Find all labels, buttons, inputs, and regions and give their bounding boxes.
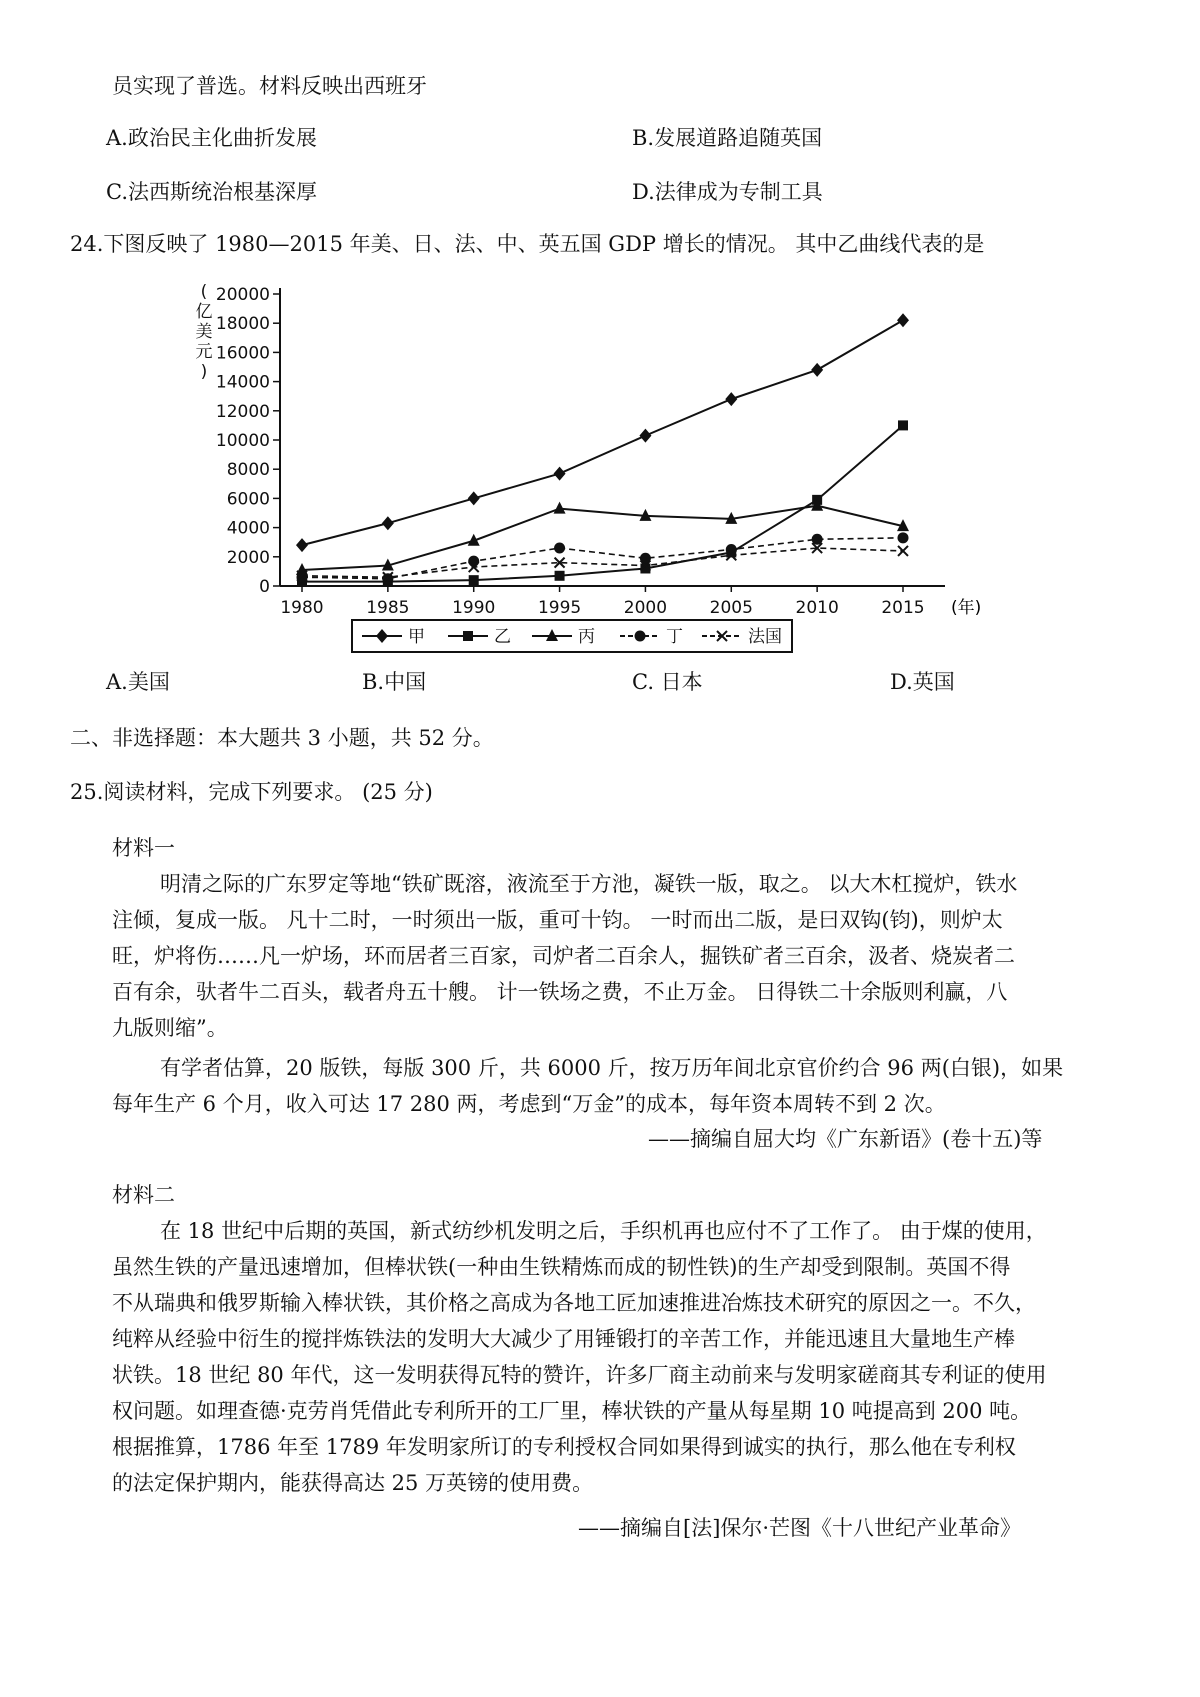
y-label-char: ( bbox=[200, 282, 208, 302]
y-tick-label: 20000 bbox=[215, 285, 270, 305]
legend-label: 丁 bbox=[666, 627, 683, 647]
q23-option-a[interactable]: A.政治民主化曲折发展 bbox=[106, 126, 317, 150]
m2-line: 根据推算，1786 年至 1789 年发明家所订的专利授权合同如果得到诚实的执行，那么他在专利权 bbox=[112, 1435, 1016, 1459]
section2-heading: 二、非选择题：本大题共 3 小题，共 52 分。 bbox=[70, 726, 494, 750]
data-point bbox=[468, 491, 480, 505]
data-point bbox=[382, 573, 393, 584]
data-point bbox=[898, 420, 908, 430]
x-tick-label: 2015 bbox=[881, 598, 925, 618]
chart-legend bbox=[352, 620, 792, 652]
data-point bbox=[898, 532, 909, 543]
legend-label: 法国 bbox=[748, 627, 782, 647]
m1p2-line: 有学者估算，20 版铁，每版 300 斤，共 6000 斤，按万历年间北京官价约合 96 两(白银)，如果 bbox=[160, 1056, 1064, 1080]
y-tick-label: 6000 bbox=[226, 489, 270, 510]
y-label-char: 亿 bbox=[195, 302, 213, 322]
x-axis-label: (年) bbox=[951, 598, 982, 618]
data-point bbox=[554, 502, 566, 514]
y-axis-ticks bbox=[216, 285, 280, 597]
material1-title: 材料一 bbox=[112, 836, 175, 860]
y-label-char: 元 bbox=[195, 342, 213, 362]
q23-option-c[interactable]: C.法西斯统治根基深厚 bbox=[106, 180, 317, 204]
m1p1-line: 九版则缩”。 bbox=[112, 1016, 228, 1040]
data-point bbox=[382, 516, 394, 530]
m2-line: 的法定保护期内，能获得高达 25 万英镑的使用费。 bbox=[112, 1471, 594, 1495]
legend-label: 甲 bbox=[408, 627, 425, 647]
y-tick-label: 4000 bbox=[226, 518, 270, 539]
data-point bbox=[296, 538, 308, 552]
m1p1-line: 百有余，驮者牛二百头，载者舟五十艘。 计一铁场之费，不止万金。 日得铁二十余版则利赢，八 bbox=[112, 980, 1008, 1004]
material1-paragraph1 bbox=[112, 866, 1152, 1046]
m2-line: 在 18 世纪中后期的英国，新式纺纱机发明之后，手织机再也应付不了工作了。 由于煤的使用， bbox=[160, 1219, 1047, 1243]
data-point bbox=[639, 429, 651, 443]
y-tick-label: 12000 bbox=[215, 401, 270, 422]
gdp-line-chart bbox=[180, 277, 1000, 657]
data-point bbox=[297, 572, 308, 583]
x-tick-label: 1980 bbox=[280, 598, 324, 618]
y-tick-label: 8000 bbox=[226, 460, 270, 481]
m1p1-line: 明清之际的广东罗定等地“铁矿既溶，液流至于方池，凝铁一版，取之。 以大木杠搅炉，铁水 bbox=[160, 872, 1018, 896]
q25-stem: 25.阅读材料，完成下列要求。 (25 分) bbox=[70, 780, 433, 804]
y-tick-label: 2000 bbox=[226, 547, 270, 568]
data-point bbox=[726, 544, 737, 555]
material1-paragraph2 bbox=[112, 1050, 1152, 1122]
y-axis-label bbox=[196, 282, 213, 382]
q24-option-a[interactable]: A.美国 bbox=[106, 670, 170, 694]
y-label-char: ) bbox=[200, 362, 208, 382]
material1-source: ——摘编自屈大均《广东新语》(卷十五)等 bbox=[648, 1127, 1043, 1151]
m2-line: 权问题。如理查德·克劳肖凭借此专利所开的工厂里，棒状铁的产量从每星期 10 吨提高到 200 吨。 bbox=[112, 1399, 1032, 1423]
x-tick-label: 2000 bbox=[623, 598, 668, 618]
m1p2-line: 每年生产 6 个月，收入可达 17 280 两，考虑到“万金”的成本，每年资本周转不到 2 次。 bbox=[112, 1092, 946, 1116]
m1p1-line: 注倾，复成一版。 凡十二时，一时须出一版，重可十钧。 一时而出二版，是曰双钩(钧)，则炉太 bbox=[112, 908, 1003, 932]
data-point bbox=[725, 392, 737, 406]
q24-option-d[interactable]: D.英国 bbox=[890, 670, 955, 694]
x-tick-label: 1990 bbox=[452, 598, 496, 618]
x-axis-ticks bbox=[280, 586, 924, 618]
material2-paragraph bbox=[112, 1213, 1152, 1501]
legend-marker bbox=[635, 631, 646, 642]
y-tick-label: 14000 bbox=[215, 372, 270, 393]
material2-title: 材料二 bbox=[112, 1183, 175, 1207]
m2-line: 状铁。18 世纪 80 年代，这一发明获得瓦特的赞许，许多厂商主动前来与发明家磋商其专利证的使用 bbox=[112, 1363, 1047, 1387]
q24-option-b[interactable]: B.中国 bbox=[362, 670, 427, 694]
legend-label: 乙 bbox=[494, 627, 511, 647]
q23-option-b[interactable]: B.发展道路追随英国 bbox=[632, 126, 823, 150]
data-point bbox=[554, 467, 566, 481]
x-tick-label: 2005 bbox=[709, 598, 753, 618]
m1p1-line: 旺，炉将伤……凡一炉场，环而居者三百家，司炉者二百余人，掘铁矿者三百余，汲者、烧炭者二 bbox=[112, 944, 1015, 968]
legend-label: 丙 bbox=[578, 627, 595, 647]
data-point bbox=[897, 313, 909, 327]
y-tick-label: 10000 bbox=[215, 431, 270, 451]
q23-stem-tail: 员实现了普选。材料反映出西班牙 bbox=[112, 74, 427, 98]
q23-option-d[interactable]: D.法律成为专制工具 bbox=[632, 180, 823, 204]
data-point bbox=[468, 556, 479, 567]
y-tick-label: 0 bbox=[259, 577, 270, 597]
x-tick-label: 1995 bbox=[537, 598, 582, 618]
y-tick-label: 18000 bbox=[215, 314, 270, 335]
m2-line: 不从瑞典和俄罗斯输入棒状铁，其价格之高成为各地工匠加速推进冶炼技术研究的原因之一。不久， bbox=[112, 1291, 1036, 1315]
q24-option-c[interactable]: C. 日本 bbox=[632, 670, 703, 694]
series-1 bbox=[296, 313, 909, 552]
data-point bbox=[898, 546, 908, 556]
legend-marker bbox=[463, 631, 473, 641]
chart-series bbox=[296, 313, 909, 586]
q24-stem: 24.下图反映了 1980—2015 年美、日、法、中、英五国 GDP 增长的情况。 其中乙曲线代表的是 bbox=[70, 232, 985, 256]
m2-line: 虽然生铁的产量迅速增加，但棒状铁(一种由生铁精炼而成的韧性铁)的生产却受到限制。英国不得 bbox=[112, 1255, 1011, 1279]
m2-line: 纯粹从经验中衍生的搅拌炼铁法的发明大大减少了用锤锻打的辛苦工作，并能迅速且大量地生产棒 bbox=[112, 1327, 1015, 1351]
y-label-char: 美 bbox=[195, 322, 213, 342]
data-point bbox=[555, 571, 565, 581]
x-tick-label: 1985 bbox=[366, 598, 410, 618]
data-point bbox=[469, 575, 479, 585]
data-point bbox=[554, 543, 565, 554]
chart-axes bbox=[280, 288, 945, 586]
data-point bbox=[811, 363, 823, 377]
material2-source: ——摘编自[法]保尔·芒图《十八世纪产业革命》 bbox=[578, 1516, 1022, 1540]
x-tick-label: 2010 bbox=[795, 598, 839, 618]
y-tick-label: 16000 bbox=[215, 343, 270, 364]
